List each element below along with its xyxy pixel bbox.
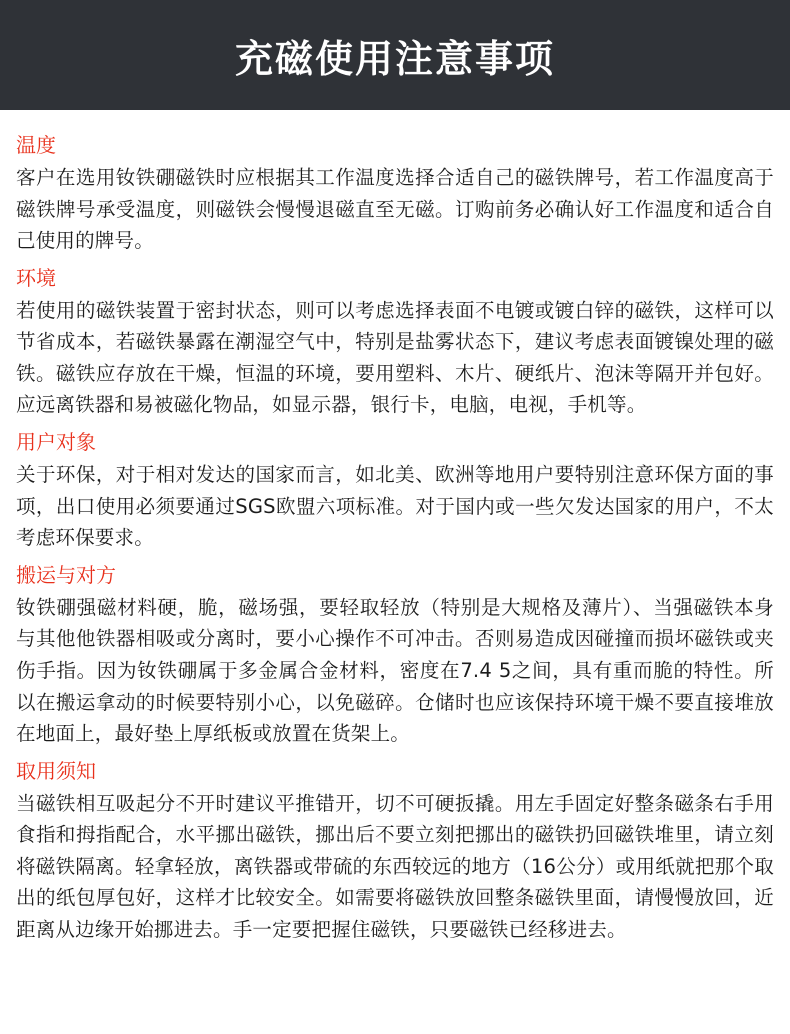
section-heading: 搬运与对方: [16, 562, 116, 587]
section-heading: 用户对象: [16, 430, 96, 455]
page-header: [0, 0, 790, 110]
section-body: 钕铁硼强磁材料硬，脆，磁场强，要轻取轻放（特别是大规格及薄片）、当强磁铁本身与其他他铁器相吸或分离时，要小心操作不可冲击。否则易造成因碰撞而损坏磁铁或夹伤手指。因为钕铁硼属于多金属合金材料，密度在7.4 5之间，具有重而脆的特性。所以在搬运拿动的时候要特别小心，以免磁碎。仓储时也应该保持环境干燥不要直接堆放在地面上，最好垫上厚纸板或放置在货架上。: [16, 595, 774, 746]
section-body: 若使用的磁铁装置于密封状态，则可以考虑选择表面不电镀或镀白锌的磁铁，这样可以节省成本，若磁铁暴露在潮湿空气中，特别是盐雾状态下，建议考虑表面镀镍处理的磁铁。磁铁应存放在干燥，恒温的环境，要用塑料、木片、硬纸片、泡沫等隔开并包好。应远离铁器和易被磁化物品，如显示器，银行卡，电脑，电视，手机等。: [16, 298, 774, 417]
section-transport: [16, 560, 774, 750]
section-heading: 取用须知: [16, 758, 96, 783]
section-heading: 环境: [16, 265, 56, 290]
section-handling-notice: [16, 756, 774, 946]
section-body: 关于环保，对于相对发达的国家而言，如北美、欧洲等地用户要特别注意环保方面的事项，出口使用必须要通过SGS欧盟六项标准。对于国内或一些欠发达国家的用户，不太考虑环保要求。: [16, 463, 774, 550]
section-temperature: [16, 130, 774, 257]
section-body: 客户在选用钕铁硼磁铁时应根据其工作温度选择合适自己的磁铁牌号，若工作温度高于磁铁牌号承受温度，则磁铁会慢慢退磁直至无磁。订购前务必确认好工作温度和适合自己使用的牌号。: [16, 166, 774, 253]
page-title: 充磁使用注意事项: [234, 36, 555, 81]
document-content: [0, 110, 790, 946]
section-body: 当磁铁相互吸起分不开时建议平推错开，切不可硬扳撬。用左手固定好整条磁条右手用食指和拇指配合，水平挪出磁铁，挪出后不要立刻把挪出的磁铁扔回磁铁堆里，请立刻将磁铁隔离。轻拿轻放，离铁器或带硫的东西较远的地方（16公分）或用纸就把那个取出的纸包厚包好，这样才比较安全。如需要将磁铁放回整条磁铁里面，请慢慢放回，近距离从边缘开始挪进去。手一定要把握住磁铁，只要磁铁已经移进去。: [16, 791, 774, 941]
section-heading: 温度: [16, 133, 56, 157]
section-user-audience: [16, 427, 774, 554]
section-environment: [16, 263, 774, 421]
